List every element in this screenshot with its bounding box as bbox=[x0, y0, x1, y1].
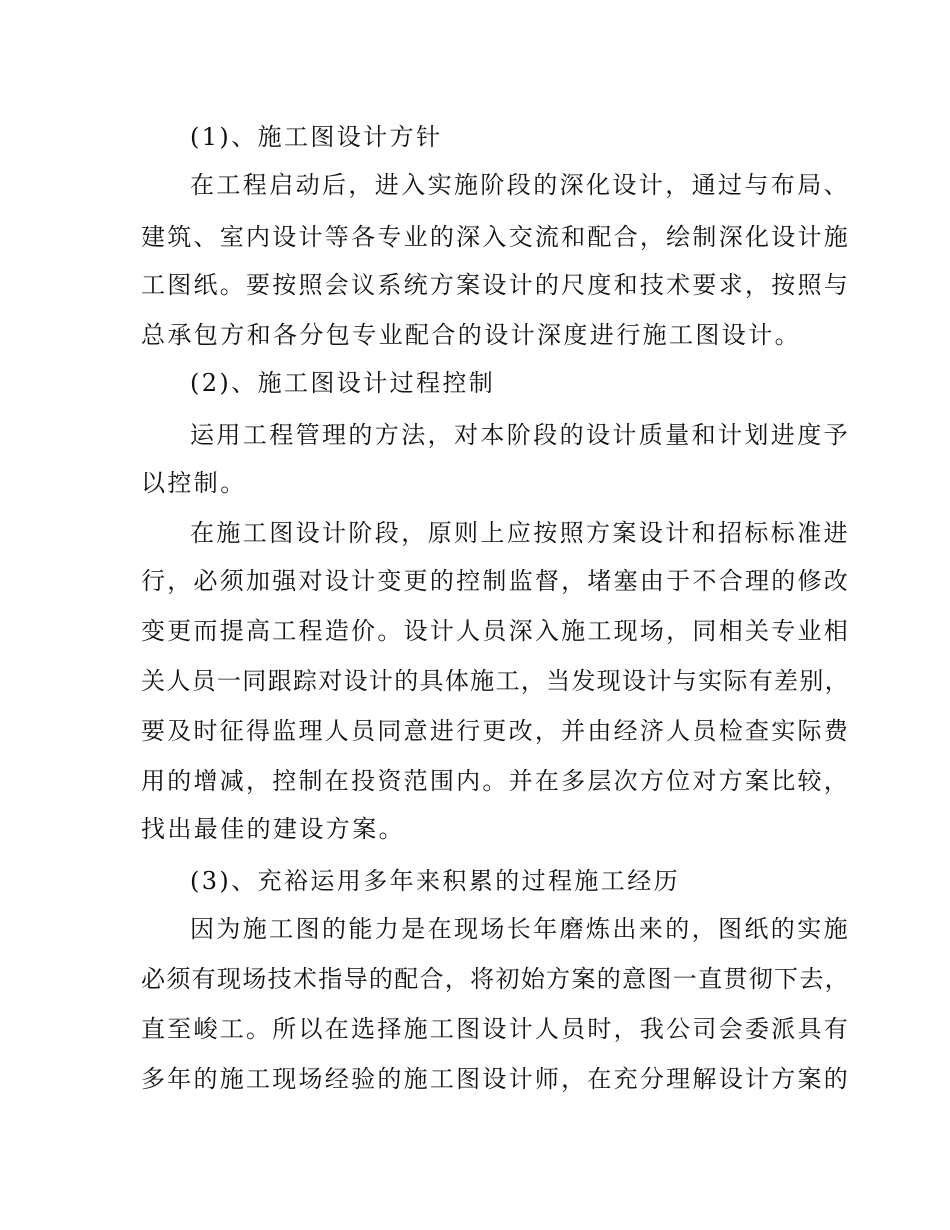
paragraph-line: 直至峻工。所以在选择施工图设计人员时，我公司会委派具有 bbox=[141, 1015, 850, 1043]
paragraph-line: 工图纸。要按照会议系统方案设计的尺度和技术要求，按照与 bbox=[141, 271, 850, 299]
paragraph-line: 因为施工图的能力是在现场长年磨炼出来的，图纸的实施 bbox=[190, 915, 850, 943]
paragraph-line: 找出最佳的建设方案。 bbox=[141, 815, 405, 843]
paragraph-line: 行，必须加强对设计变更的控制监督，堵塞由于不合理的修改 bbox=[141, 567, 850, 595]
paragraph-line: 要及时征得监理人员同意进行更改，并由经济人员检查实际费 bbox=[141, 717, 850, 745]
section-heading-2: (2)、施工图设计过程控制 bbox=[190, 369, 496, 397]
section-heading-1: (1)、施工图设计方针 bbox=[190, 123, 443, 151]
section-heading-3: (3)、充裕运用多年来积累的过程施工经历 bbox=[190, 867, 680, 895]
paragraph-line: 关人员一同跟踪对设计的具体施工，当发现设计与实际有差别， bbox=[141, 667, 850, 695]
paragraph-line: 在工程启动后，进入实施阶段的深化设计，通过与布局、 bbox=[190, 171, 850, 199]
paragraph-line: 变更而提高工程造价。设计人员深入施工现场，同相关专业相 bbox=[141, 617, 850, 645]
paragraph-line: 以控制。 bbox=[141, 469, 247, 497]
paragraph-line: 总承包方和各分包专业配合的设计深度进行施工图设计。 bbox=[141, 321, 801, 349]
paragraph-line: 必须有现场技术指导的配合，将初始方案的意图一直贯彻下去， bbox=[141, 965, 850, 993]
paragraph-line: 用的增减，控制在投资范围内。并在多层次方位对方案比较， bbox=[141, 767, 850, 795]
paragraph-line: 建筑、室内设计等各专业的深入交流和配合，绘制深化设计施 bbox=[141, 223, 850, 251]
paragraph-line: 运用工程管理的方法，对本阶段的设计质量和计划进度予 bbox=[190, 421, 850, 449]
paragraph-line: 在施工图设计阶段，原则上应按照方案设计和招标标准进 bbox=[190, 519, 850, 547]
paragraph-line: 多年的施工现场经验的施工图设计师，在充分理解设计方案的 bbox=[141, 1065, 850, 1093]
